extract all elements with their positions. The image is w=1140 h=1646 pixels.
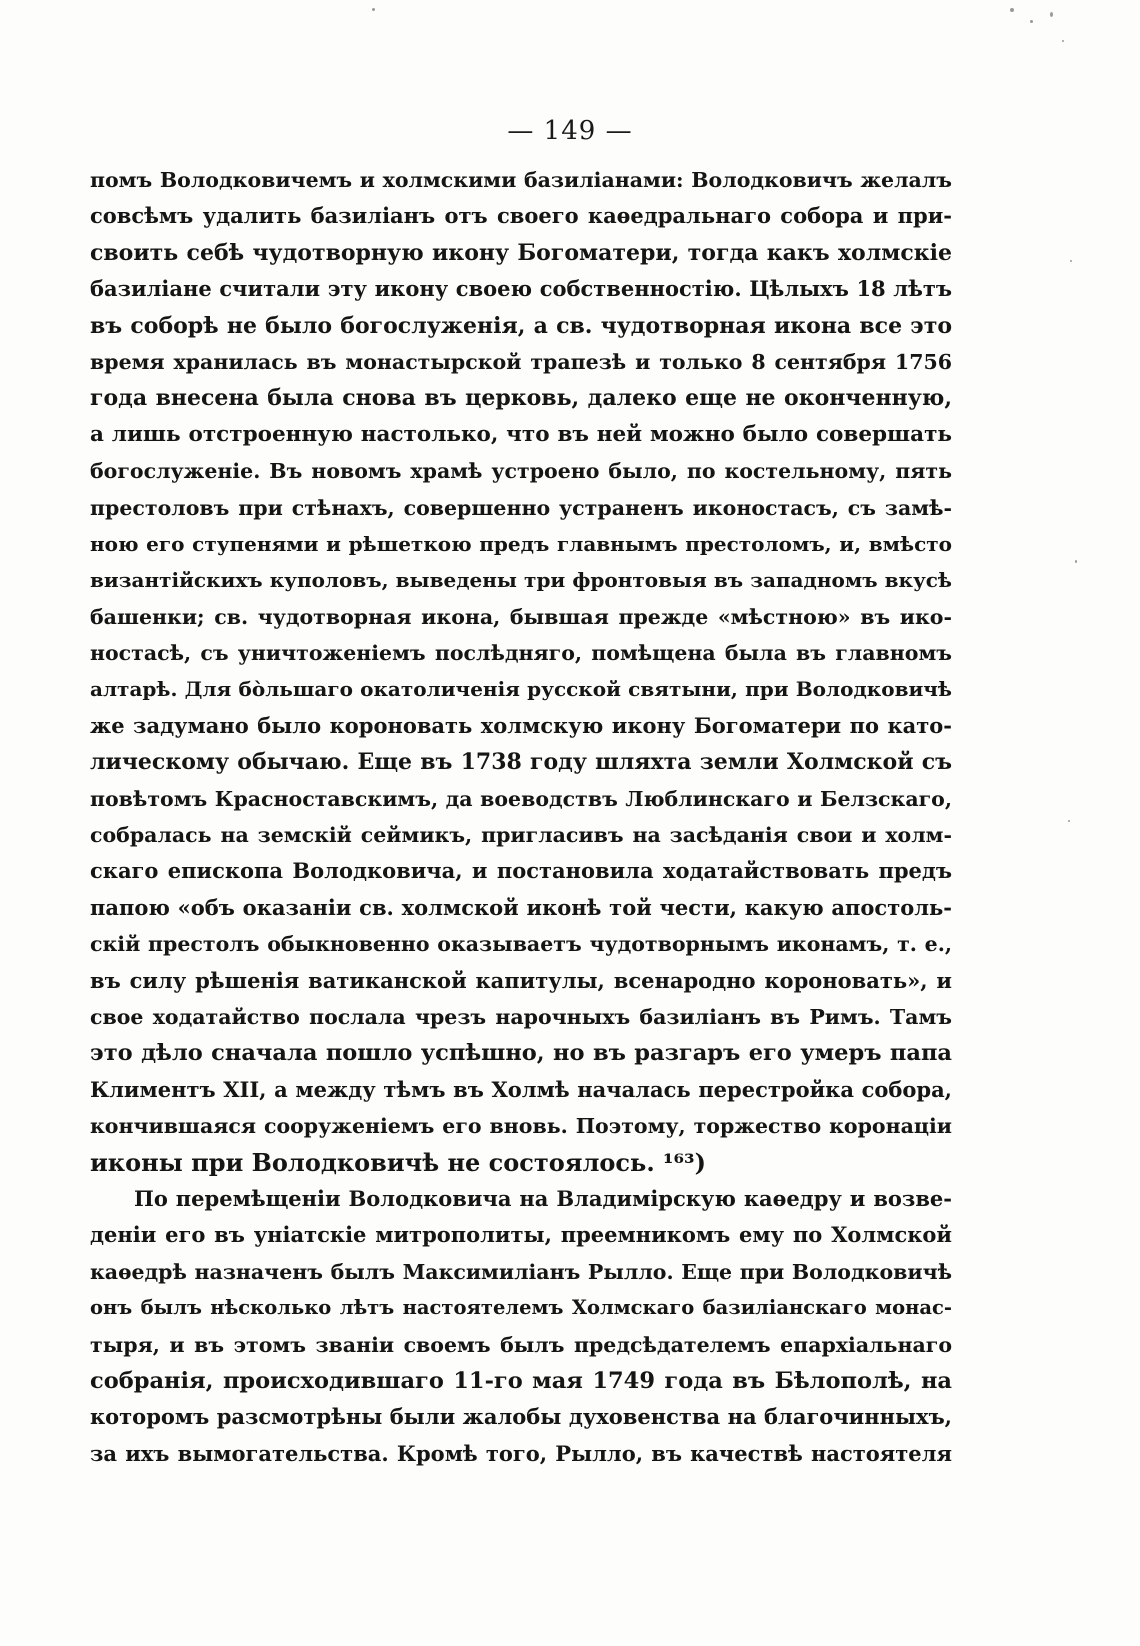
scan-speck: [1062, 40, 1064, 42]
text-line: престоловъ при стѣнахъ, совершенно устраненъ иконостасъ, съ замѣ-: [90, 495, 952, 520]
scan-speck: [1070, 260, 1072, 262]
text-line: скаго епископа Володковича, и постановила ходатайствовать предъ: [90, 858, 952, 884]
text-line: иконы при Володковичѣ не состоялось. ¹⁶³): [90, 1147, 706, 1177]
scan-speck: [1050, 12, 1053, 17]
text-line: своить себѣ чудотворную икону Богоматери, тогда какъ холмскіе: [90, 239, 952, 266]
text-line: помъ Володковичемъ и холмскими базиліанами: Володковичъ желалъ: [90, 168, 952, 192]
text-line: тыря, и въ этомъ званіи своемъ былъ предсѣдателемъ епархіальнаго: [90, 1332, 952, 1357]
text-line: каѳедрѣ назначенъ былъ Максимиліанъ Рылло. Еще при Володковичѣ: [90, 1259, 952, 1284]
text-line: По перемѣщеніи Володковича на Владимірскую каѳедру и возве-: [134, 1185, 952, 1211]
text-line: въ силу рѣшенія ватиканской капитулы, всенародно короновать», и: [90, 967, 952, 993]
body-text: [90, 162, 952, 1472]
text-line: папою «объ оказаніи св. холмской иконѣ той чести, какую апостоль-: [90, 894, 952, 920]
text-line: года внесена была снова въ церковь, далеко еще не оконченную,: [90, 385, 952, 412]
text-line: онъ былъ нѣсколько лѣтъ настоятелемъ Холмскаго базиліанскаго монас-: [90, 1296, 952, 1320]
scan-speck: [1030, 20, 1033, 23]
page-number: — 149 —: [507, 116, 633, 146]
text-line: башенки; св. чудотворная икона, бывшая прежде «мѣстною» въ ико-: [90, 604, 952, 629]
text-line: же задумано было короновать холмскую икону Богоматери по като-: [90, 712, 952, 738]
text-line: въ соборѣ не было богослуженія, а св. чудотворная икона все это: [90, 312, 952, 339]
text-line: за ихъ вымогательства. Кромѣ того, Рылло, въ качествѣ настоятеля: [90, 1440, 952, 1466]
text-line: византійскихъ куполовъ, выведены три фронтовыя въ западномъ вкусѣ: [90, 568, 952, 593]
text-line: базиліане считали эту икону своею собственностію. Цѣлыхъ 18 лѣтъ: [90, 276, 952, 302]
text-line: ностасѣ, съ уничтоженіемъ послѣдняго, помѣщена была въ главномъ: [90, 641, 952, 666]
scan-speck: [1068, 820, 1070, 822]
text-line: свое ходатайство послала чрезъ нарочныхъ базиліанъ въ Римъ. Тамъ: [90, 1004, 952, 1029]
scan-speck: [1075, 560, 1077, 563]
text-line: кончившаяся сооруженіемъ его вновь. Поэтому, торжество коронаціи: [90, 1114, 952, 1139]
scan-speck: [1010, 8, 1014, 12]
text-line: которомъ разсмотрѣны были жалобы духовенства на благочинныхъ,: [90, 1404, 952, 1430]
text-line: Климентъ XII, а между тѣмъ въ Холмѣ началась перестройка собора,: [90, 1076, 952, 1102]
text-line: это дѣло сначала пошло успѣшно, но въ разгаръ его умеръ папа: [90, 1040, 952, 1067]
text-line: ною его ступенями и рѣшеткою предъ главнымъ престоломъ, и, вмѣсто: [90, 531, 952, 556]
text-line: собранія, происходившаго 11-го мая 1749 года въ Бѣлополѣ, на: [90, 1367, 952, 1394]
text-line: богослуженіе. Въ новомъ храмѣ устроено было, по костельному, пять: [90, 459, 952, 484]
text-line: время хранилась въ монастырской трапезѣ и только 8 сентября 1756: [90, 349, 952, 374]
text-line: собралась на земскій сеймикъ, пригласивъ на засѣданія свои и холм-: [90, 823, 952, 848]
text-line: совсѣмъ удалить базиліанъ отъ своего каѳедральнаго собора и при-: [90, 203, 952, 229]
text-line: алтарѣ. Для бо̀льшаго окатоличенія русской святыни, при Володковичѣ: [90, 677, 952, 702]
text-line: деніи его въ уніатскіе митрополиты, преемникомъ ему по Холмской: [90, 1222, 952, 1248]
text-line: повѣтомъ Красноставскимъ, да воеводствъ Люблинскаго и Белзскаго,: [90, 786, 952, 811]
text-line: скій престолъ обыкновенно оказываетъ чудотворнымъ иконамъ, т. е.,: [90, 932, 952, 957]
text-line: а лишь отстроенную настолько, что въ ней можно было совершать: [90, 421, 952, 447]
text-line: лическому обычаю. Еще въ 1738 году шляхта земли Холмской съ: [90, 749, 952, 776]
scan-speck: [372, 8, 375, 11]
